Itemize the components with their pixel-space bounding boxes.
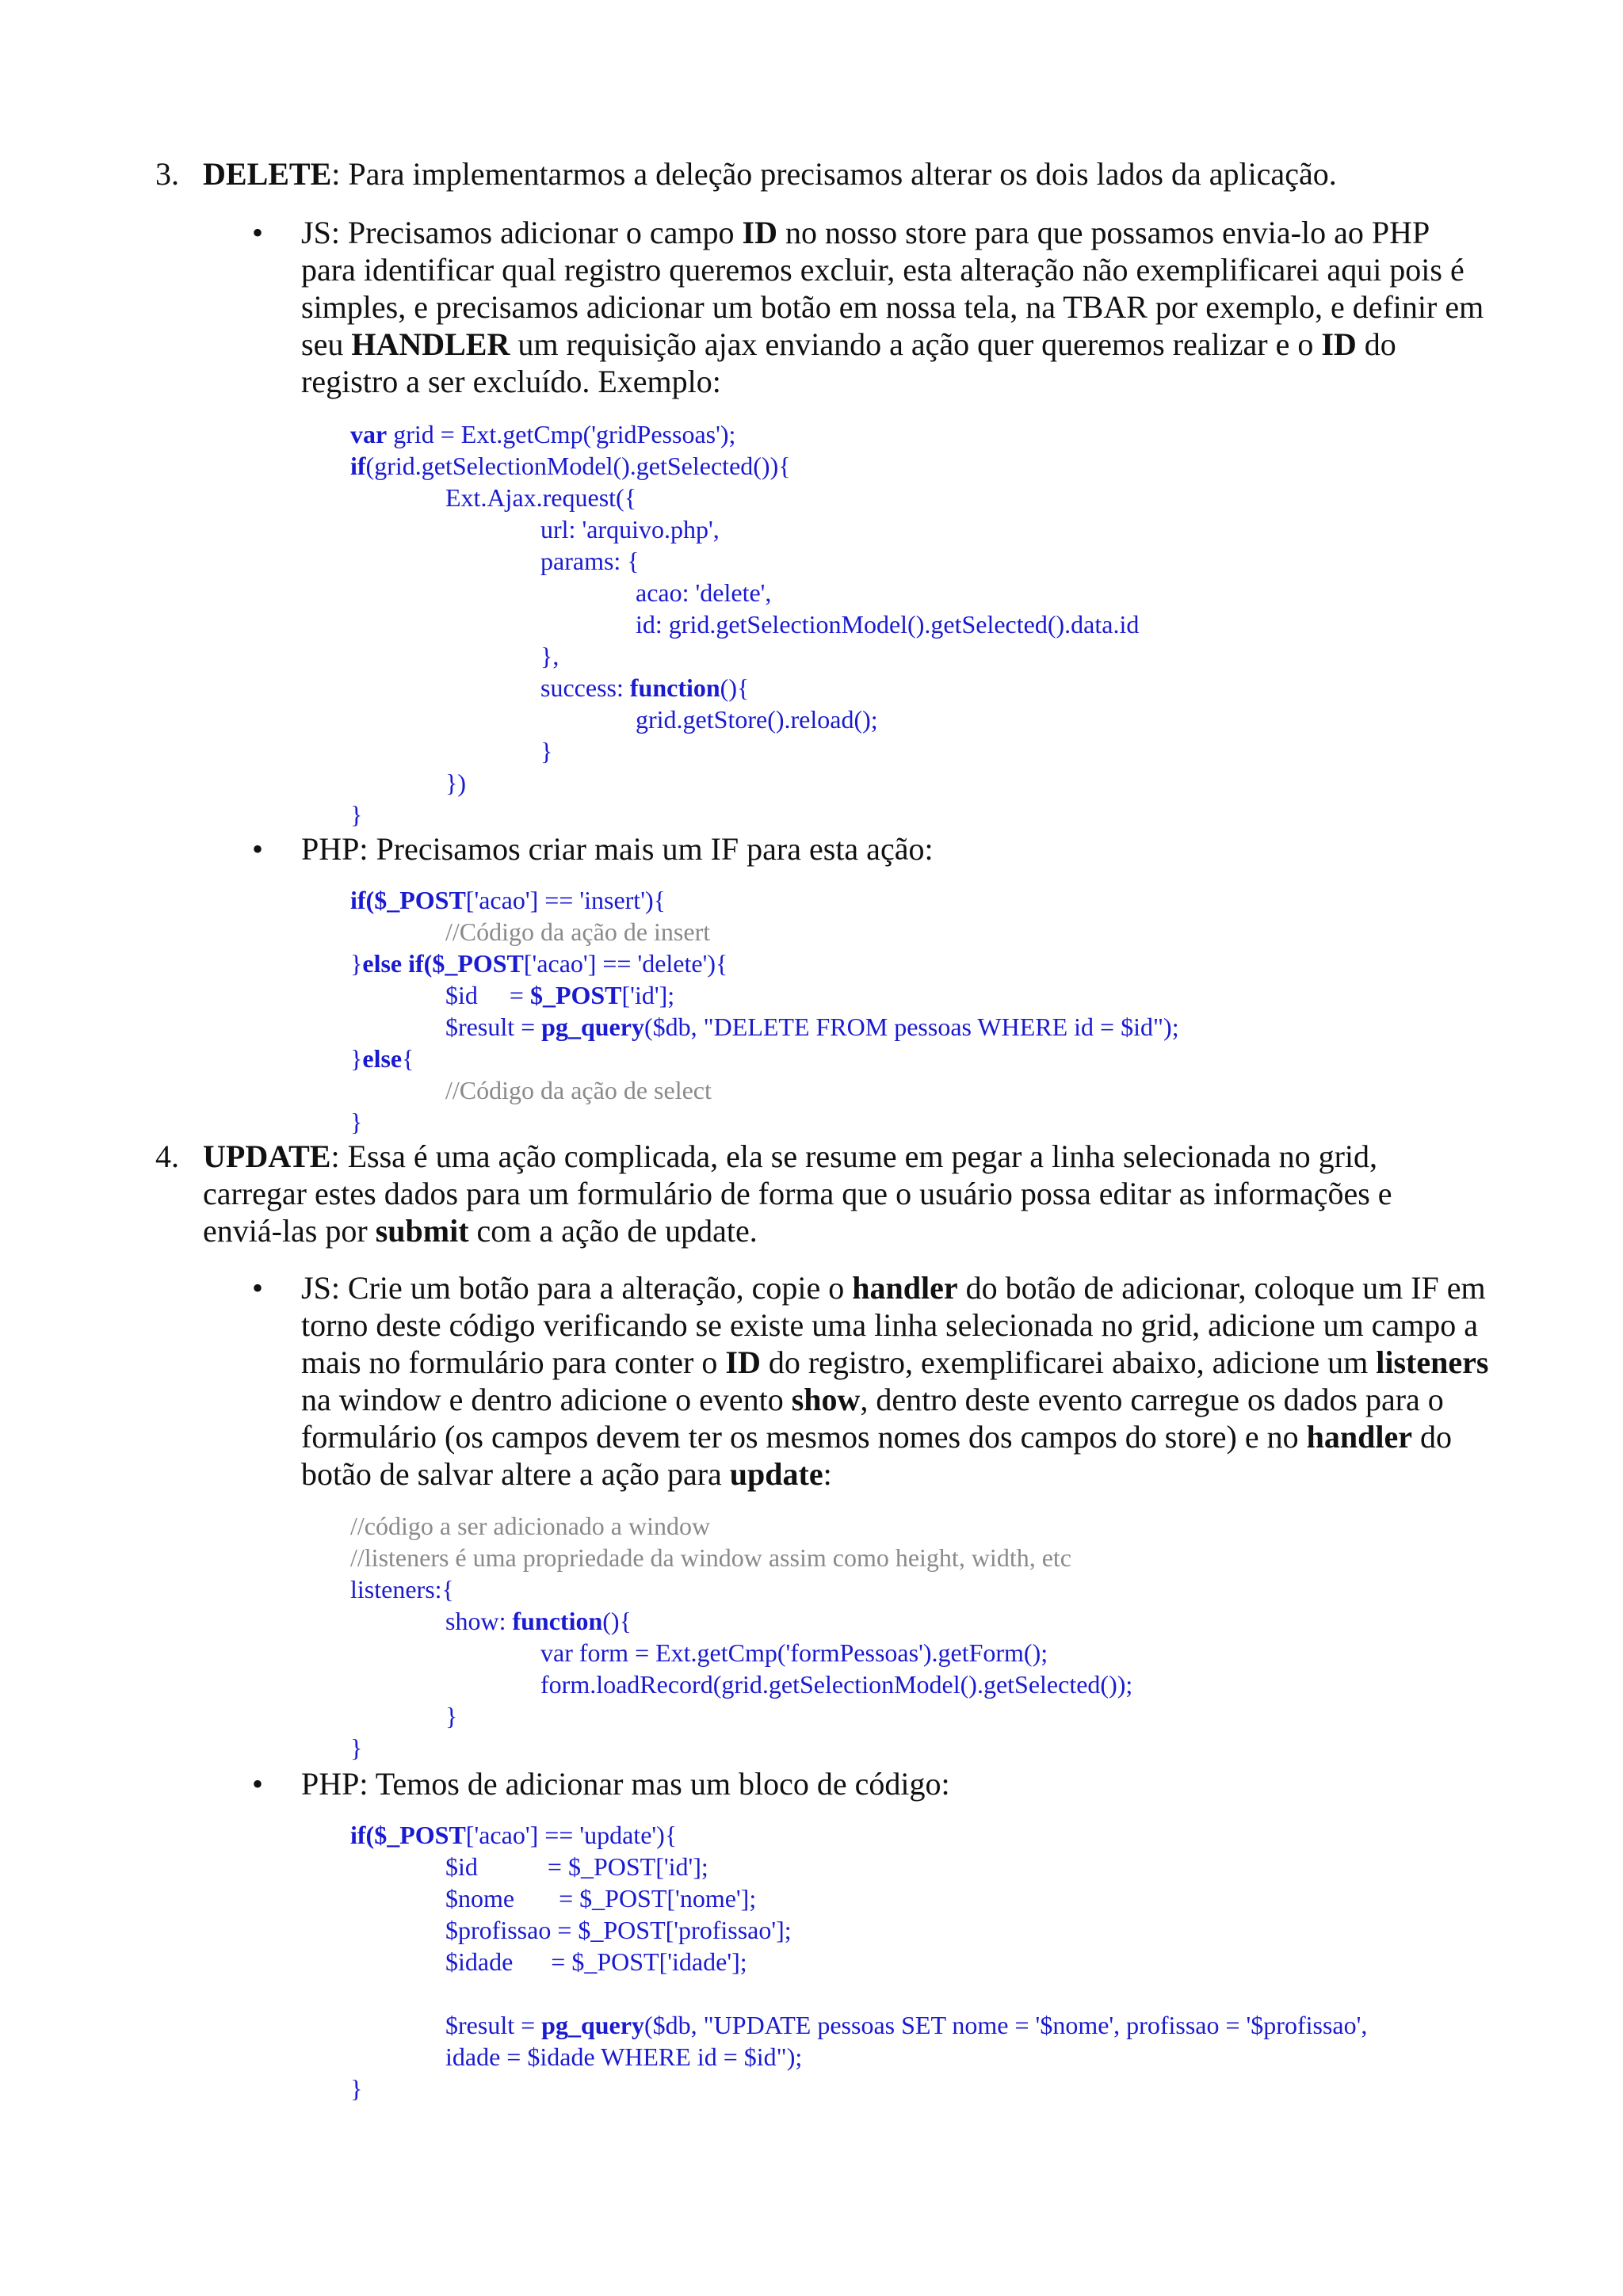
code-comment: //Código da ação de insert [445,917,711,946]
delete-intro: : Para implementarmos a deleção precisamos alterar os dois lados da aplicação. [331,156,1337,192]
code-line: grid.getStore().reload(); [636,705,878,734]
delete-js-code-block [350,418,1491,830]
code-line: $id = $_POST['id']; [445,981,675,1009]
update-js-code-block [350,1510,1491,1764]
code-line: $profissao = $_POST['profissao']; [445,1916,792,1944]
update-php-text: PHP: Temos de adicionar mas um bloco de código: [301,1766,950,1802]
code-line: }, [540,642,559,670]
code-line: if($_POST['acao'] == 'insert'){ [350,886,666,914]
code-comment: //Código da ação de select [445,1076,712,1104]
code-line: } [350,1733,363,1762]
code-line: $result = pg_query($db, "DELETE FROM pessoas WHERE id = $id"); [445,1013,1179,1041]
code-line: $id = $_POST['id']; [445,1852,708,1881]
delete-title: DELETE [203,156,332,192]
code-comment: //listeners é uma propriedade da window assim como height, width, etc [350,1543,1071,1572]
code-line: $result = pg_query($db, "UPDATE pessoas SET nome = '$nome', profissao = '$profissao', [445,2011,1368,2039]
code-line: }) [445,769,467,797]
code-line: id: grid.getSelectionModel().getSelected().data.id [636,610,1140,639]
code-line: } [445,1702,458,1730]
update-heading [155,1138,1471,1249]
bullet-dot: • [252,215,264,250]
code-line: acao: 'delete', [636,578,772,607]
list-number: 4. [155,1138,179,1174]
code-blank-line [350,1978,1491,2009]
bullet-dot: • [252,831,264,867]
code-line: } [350,2074,363,2103]
bullet-dot: • [252,1270,264,1306]
delete-php-code-block [350,884,1491,1138]
code-line: success: function(){ [540,673,750,702]
code-line: $nome = $_POST['nome']; [445,1884,757,1913]
code-line: form.loadRecord(grid.getSelectionModel().getSelected()); [540,1670,1133,1699]
code-line: Ext.Ajax.request({ [445,483,637,512]
update-intro: : Essa é uma ação complicada, ela se resume em pegar a linha selecionada no grid, carregar estes dados para um formulário de forma que o usuário possa editar as informações e enviá-las por submit com a ação de update. [203,1138,1392,1249]
code-line: show: function(){ [445,1607,632,1635]
update-js-text: JS: Crie um botão para a alteração, copie o handler do botão de adicionar, coloque um IF em torno deste código verificando se existe uma linha selecionada no grid, adicione um campo a mais no formulário para conter o ID do registro, exemplificarei abaixo, adicione um listeners na window e dentro adicione o evento show, dentro deste evento carregue os dados para o formulário (os campos devem ter os mesmos nomes dos campos do store) e no handler do botão de salvar altere a ação para update: [301,1270,1489,1492]
code-line: } [350,800,363,829]
delete-heading [155,155,1471,193]
code-line: listeners:{ [350,1575,454,1604]
code-line: if(grid.getSelectionModel().getSelected()){ [350,452,791,480]
update-title: UPDATE [203,1138,331,1174]
code-line: url: 'arquivo.php', [540,515,720,543]
code-line: var form = Ext.getCmp('formPessoas').getForm(); [540,1638,1048,1667]
code-line: params: { [540,547,640,575]
code-line: } [350,1108,363,1136]
code-line: }else{ [350,1044,414,1073]
bullet-dot: • [252,1766,264,1802]
update-php-code-block [350,1819,1491,2104]
code-line: idade = $idade WHERE id = $id"); [445,2042,803,2071]
list-number: 3. [155,156,179,192]
code-line: $idade = $_POST['idade']; [445,1947,747,1976]
code-line: } [540,737,553,765]
code-line: if($_POST['acao'] == 'update'){ [350,1821,678,1849]
delete-php-text: PHP: Precisamos criar mais um IF para esta ação: [301,831,934,867]
delete-js-text: JS: Precisamos adicionar o campo ID no nosso store para que possamos envia-lo ao PHP para identificar qual registro queremos excluir, esta alteração não exemplificarei aqui pois é simples, e precisamos adicionar um botão em nossa tela, na TBAR por exemplo, e definir em seu HANDLER um requisição ajax enviando a ação quer queremos realizar e o ID do registro a ser excluído. Exemplo: [301,215,1484,399]
code-line: }else if($_POST['acao'] == 'delete'){ [350,949,728,978]
code-comment: //código a ser adicionado a window [350,1512,711,1540]
code-line: var grid = Ext.getCmp('gridPessoas'); [350,420,736,448]
